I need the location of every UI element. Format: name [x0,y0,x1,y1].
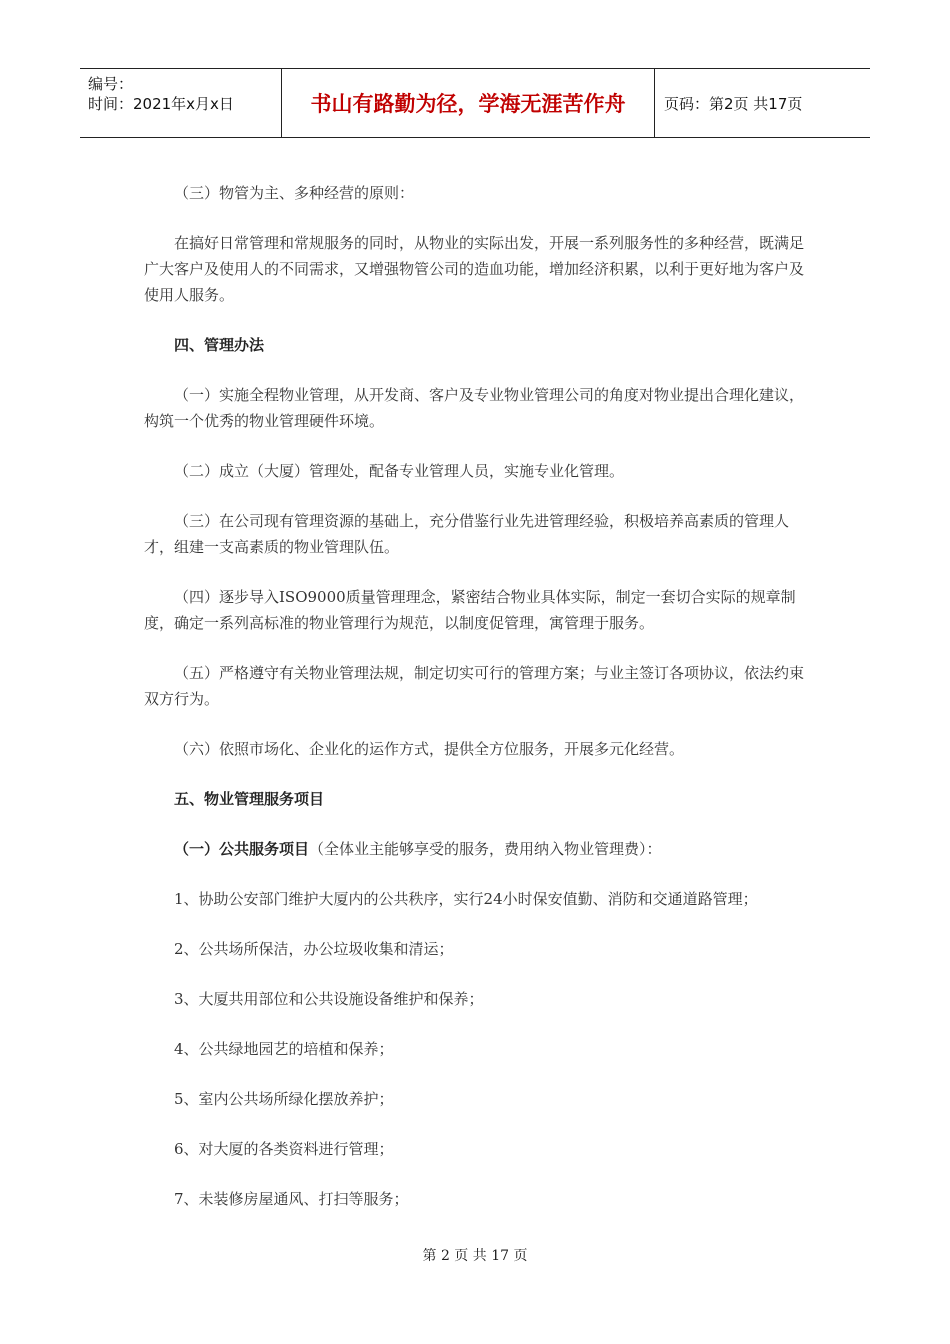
list-item: 4、公共绿地园艺的培植和保养； [174,1040,394,1058]
number-label: 编号： [88,75,134,93]
list-item: 6、对大厦的各类资料进行管理； [174,1140,394,1158]
paragraph: （三）在公司现有管理资源的基础上，充分借鉴行业先进管理经验，积极培养高素质的管理人才，组建一支高素质的物业管理队伍。 [144,512,790,556]
paragraph: 在搞好日常管理和常规服务的同时，从物业的实际出发，开展一系列服务性的多种经营，既满足广大客户及使用人的不同需求，又增强物管公司的造血功能，增加经济积累，以利于更好地为客户及使用人服务。 [144,234,805,304]
paragraph: （六）依照市场化、企业化的运作方式，提供全方位服务，开展多元化经营。 [174,740,685,758]
page-footer: 第 2 页 共 17 页 [422,1248,528,1264]
list-item: 3、大厦共用部位和公共设施设备维护和保养； [174,990,484,1008]
page-header [80,68,870,138]
document-body [144,180,806,1236]
paragraph: （三）物管为主、多种经营的原则： [174,184,415,202]
section-heading: 四、管理办法 [174,336,265,354]
paragraph: （四）逐步导入ISO9000质量管理理念，紧密结合物业具体实际，制定一套切合实际的规章制度，确定一系列高标准的物业管理行为规范，以制度促管理，寓管理于服务。 [144,588,796,632]
section-heading: 五、物业管理服务项目 [174,790,325,808]
list-item: 7、未装修房屋通风、打扫等服务； [174,1190,409,1208]
paragraph: （一）实施全程物业管理，从开发商、客户及专业物业管理公司的角度对物业提出合理化建议，构筑一个优秀的物业管理硬件环境。 [144,386,805,430]
list-item: 1、协助公安部门维护大厦内的公共秩序，实行24小时保安值勤、消防和交通道路管理； [174,890,758,908]
list-item: 2、公共场所保洁，办公垃圾收集和清运； [174,940,454,958]
paragraph: （五）严格遵守有关物业管理法规，制定切实可行的管理方案；与业主签订各项协议，依法约束双方行为。 [144,664,805,708]
header-meta [80,69,280,137]
time-label: 时间：2021年x月x日 [88,95,234,113]
paragraph: （二）成立（大厦）管理处，配备专业管理人员，实施专业化管理。 [174,462,625,480]
subsection-note: （全体业主能够享受的服务，费用纳入物业管理费）： [309,840,662,858]
list-item: 5、室内公共场所绿化摆放养护； [174,1090,394,1108]
header-page-info: 页码：第2页 共17页 [664,94,803,113]
subsection-title: （一）公共服务项目 [174,840,310,858]
subsection-heading [144,836,806,862]
header-motto: 书山有路勤为径，学海无涯苦作舟 [281,69,655,137]
